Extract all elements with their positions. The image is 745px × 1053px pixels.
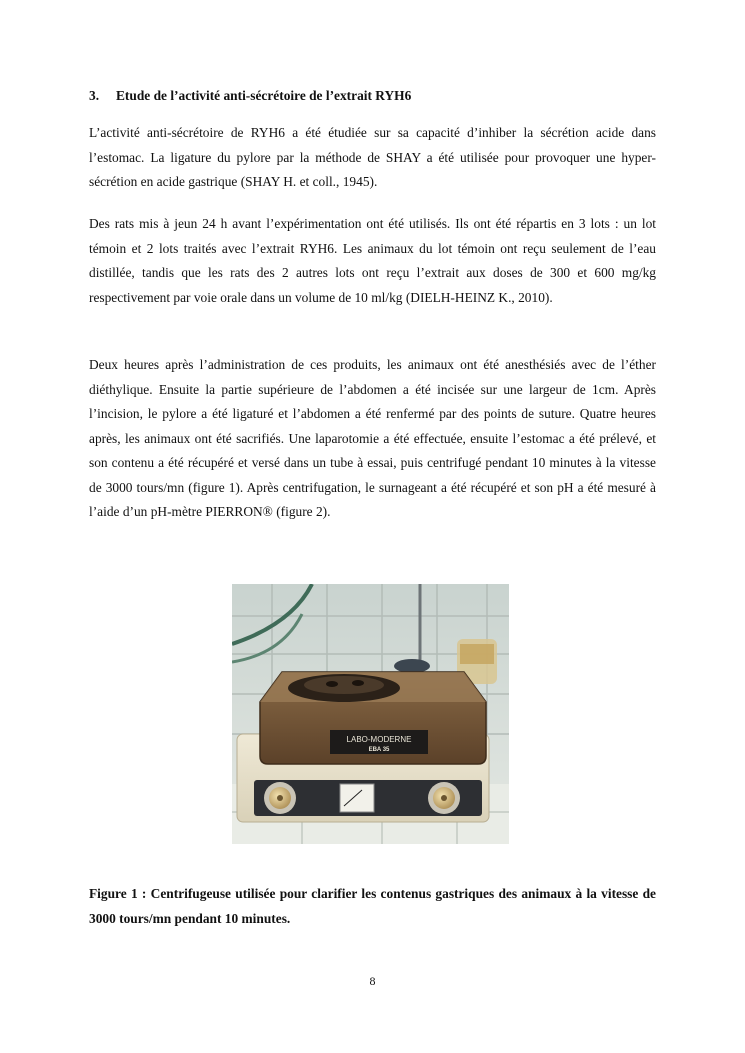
paragraph-procedure: Deux heures après l’administration de ces produits, les animaux ont été anesthésiés avec de l’éther diéthylique. Ensuite la partie supérieure de l’abdomen a été incisée sur une largeur de 1cm. Après l’incision, le pylore a été ligaturé et l’abdomen a été renfermé par des points de suture. Quatre heures après, les animaux ont été sacrifiés. Une laparotomie a été effectuée, ensuite l’estomac a été prélevé, et son contenu a été récupéré et versé dans un tube à essai, puis centrifugé pendant 10 minutes à la vitesse de 3000 tours/mn (figure 1). Après centrifugation, le surnageant a été récupéré et son pH a été mesuré à l’aide d’un pH-mètre PIERRON® (figure 2).	[89, 357, 656, 519]
device-brand-label: LABO-MODERNE	[346, 735, 412, 744]
section-number: 3.	[89, 88, 100, 103]
device-model-label: EBA 35	[368, 747, 390, 753]
section-heading	[89, 88, 411, 104]
centrifuge-photo	[232, 584, 509, 844]
paragraph-animals: Des rats mis à jeun 24 h avant l’expérimentation ont été utilisés. Ils ont été répartis en 3 lots : un lot témoin et 2 lots traités avec l’extrait RYH6. Les animaux du lot témoin ont reçu seulement de l’eau distillée, tandis que les rats des 2 autres lots ont reçu l’extrait aux doses de 300 et 600 mg/kg respectivement par voie orale dans un volume de 10 ml/kg (DIELH-HEINZ K., 2010).	[89, 216, 656, 305]
page-number: 8	[369, 974, 376, 988]
section-title: Etude de l’activité anti-sécrétoire de l’extrait RYH6	[116, 88, 412, 103]
paragraph-intro: L’activité anti-sécrétoire de RYH6 a été étudiée sur sa capacité d’inhiber la sécrétion acide dans l’estomac. La ligature du pylore par la méthode de SHAY a été utilisée pour provoquer une hyper-sécrétion en acide gastrique (SHAY H. et coll., 1945).	[89, 125, 656, 189]
figure-caption: Figure 1 : Centrifugeuse utilisée pour clarifier les contenus gastriques des animaux à la vitesse de 3000 tours/mn pendant 10 minutes.	[89, 886, 656, 926]
